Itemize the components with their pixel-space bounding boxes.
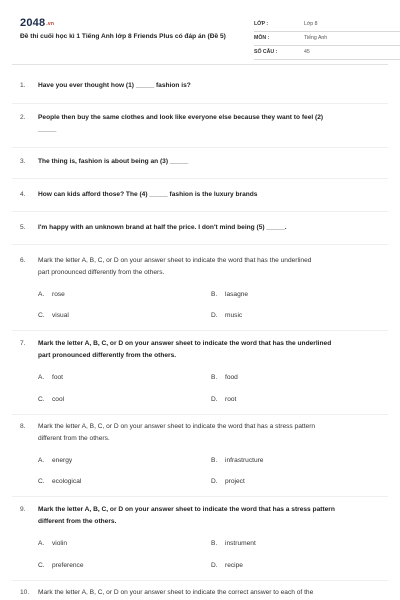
question-text: Mark the letter A, B, C, or D on your answer sheet to indicate the word that has a stress pattern [38, 423, 316, 430]
option-a[interactable] [38, 374, 63, 381]
question-divider [12, 496, 388, 497]
option-text: energy [52, 457, 73, 464]
meta-value: 45 [304, 49, 310, 55]
question-divider [12, 244, 388, 245]
question-divider [12, 103, 388, 104]
question-number: 5. [20, 224, 26, 231]
question-number: 4. [20, 191, 26, 198]
site-logo[interactable] [20, 17, 54, 29]
exam-header [20, 14, 382, 60]
option-letter: A. [38, 374, 45, 381]
question-8 [20, 421, 382, 445]
option-text: lasagne [225, 291, 249, 298]
option-letter: D. [211, 396, 218, 403]
option-text: project [225, 478, 245, 485]
option-b[interactable] [211, 540, 256, 547]
question-text-line2: _____ [38, 126, 57, 133]
meta-value: Tiếng Anh [304, 35, 328, 41]
meta-row-class [254, 18, 400, 32]
option-letter: D. [211, 478, 218, 485]
option-d[interactable] [211, 312, 242, 319]
option-c[interactable] [38, 478, 81, 485]
option-text: infrastructure [225, 457, 264, 464]
option-text: preference [52, 562, 84, 569]
question-text: Mark the letter A, B, C, or D on your answer sheet to indicate the word that has the underlined [38, 340, 332, 347]
option-text: recipe [225, 562, 243, 569]
option-text: root [225, 396, 237, 403]
header-divider [12, 64, 388, 65]
option-text: food [225, 374, 238, 381]
meta-key: LỚP : [254, 21, 269, 27]
option-letter: B. [211, 291, 218, 298]
question-divider [12, 147, 388, 148]
option-letter: C. [38, 562, 45, 569]
question-4 [20, 189, 382, 201]
option-c[interactable] [38, 562, 84, 569]
option-letter: A. [38, 291, 45, 298]
option-text: music [225, 312, 243, 319]
question-7 [20, 338, 382, 362]
exam-title: Đề thi cuối học kì 1 Tiếng Anh lớp 8 Friends Plus có đáp án (Đề 5) [20, 33, 226, 40]
question-text: Have you ever thought how (1) _____ fashion is? [38, 82, 191, 89]
option-b[interactable] [211, 457, 263, 464]
option-text: foot [52, 374, 63, 381]
option-text: ecological [52, 478, 82, 485]
question-number: 10. [20, 589, 30, 596]
question-divider [12, 330, 388, 331]
meta-key: SỐ CÂU : [254, 49, 278, 55]
question-text: Mark the letter A, B, C, or D on your answer sheet to indicate the correct answer to each of the [38, 589, 314, 596]
option-letter: C. [38, 312, 45, 319]
question-number: 3. [20, 158, 26, 165]
option-letter: B. [211, 457, 218, 464]
option-letter: B. [211, 374, 218, 381]
option-text: cool [52, 396, 65, 403]
question-6 [20, 255, 382, 279]
meta-row-subject [254, 32, 400, 46]
logo-suffix: .vn [46, 21, 55, 27]
question-number: 9. [20, 506, 26, 513]
option-b[interactable] [211, 291, 248, 298]
question-divider [12, 414, 388, 415]
option-letter: C. [38, 396, 45, 403]
option-letter: A. [38, 540, 45, 547]
question-number: 2. [20, 114, 26, 121]
option-letter: D. [211, 312, 218, 319]
question-9 [20, 504, 382, 528]
question-text: The thing is, fashion is about being an (3) _____ [38, 158, 189, 165]
option-text: visual [52, 312, 69, 319]
option-text: rose [52, 291, 65, 298]
meta-row-question-count [254, 46, 400, 60]
option-letter: D. [211, 562, 218, 569]
question-text-line2: different from the others. [38, 518, 117, 525]
question-text-line2: part pronounced differently from the others. [38, 352, 177, 359]
option-text: instrument [225, 540, 256, 547]
option-a[interactable] [38, 291, 65, 298]
question-text: Mark the letter A, B, C, or D on your answer sheet to indicate the word that has a stress pattern [38, 506, 335, 513]
question-number: 6. [20, 257, 26, 264]
question-divider [12, 178, 388, 179]
question-text-line2: part pronounced differently from the others. [38, 269, 165, 276]
option-d[interactable] [211, 478, 245, 485]
option-d[interactable] [211, 562, 243, 569]
question-number: 1. [20, 82, 26, 89]
question-text: I'm happy with an unknown brand at half the price. I don't mind being (5) _____. [38, 224, 287, 231]
question-divider [12, 580, 388, 581]
question-text: Mark the letter A, B, C, or D on your answer sheet to indicate the word that has the underlined [38, 257, 312, 264]
question-1 [20, 80, 382, 92]
question-text-line2: different from the others. [38, 435, 110, 442]
question-number: 8. [20, 423, 26, 430]
meta-value: Lớp 8 [304, 21, 318, 27]
question-10 [20, 587, 382, 599]
option-a[interactable] [38, 457, 72, 464]
option-letter: B. [211, 540, 218, 547]
option-letter: A. [38, 457, 45, 464]
option-d[interactable] [211, 396, 236, 403]
logo-main: 2048 [20, 17, 46, 29]
option-text: violin [52, 540, 68, 547]
exam-meta [254, 18, 400, 60]
question-number: 7. [20, 340, 26, 347]
option-c[interactable] [38, 312, 69, 319]
question-text: People then buy the same clothes and look like everyone else because they want to feel (2) [38, 114, 324, 121]
option-letter: C. [38, 478, 45, 485]
question-5 [20, 222, 382, 234]
question-text: How can kids afford those? The (4) _____ fashion is the luxury brands [38, 191, 258, 198]
option-b[interactable] [211, 374, 238, 381]
option-a[interactable] [38, 540, 67, 547]
question-2 [20, 112, 382, 136]
question-3 [20, 156, 382, 168]
meta-key: MÔN : [254, 35, 270, 41]
option-c[interactable] [38, 396, 64, 403]
question-divider [12, 211, 388, 212]
